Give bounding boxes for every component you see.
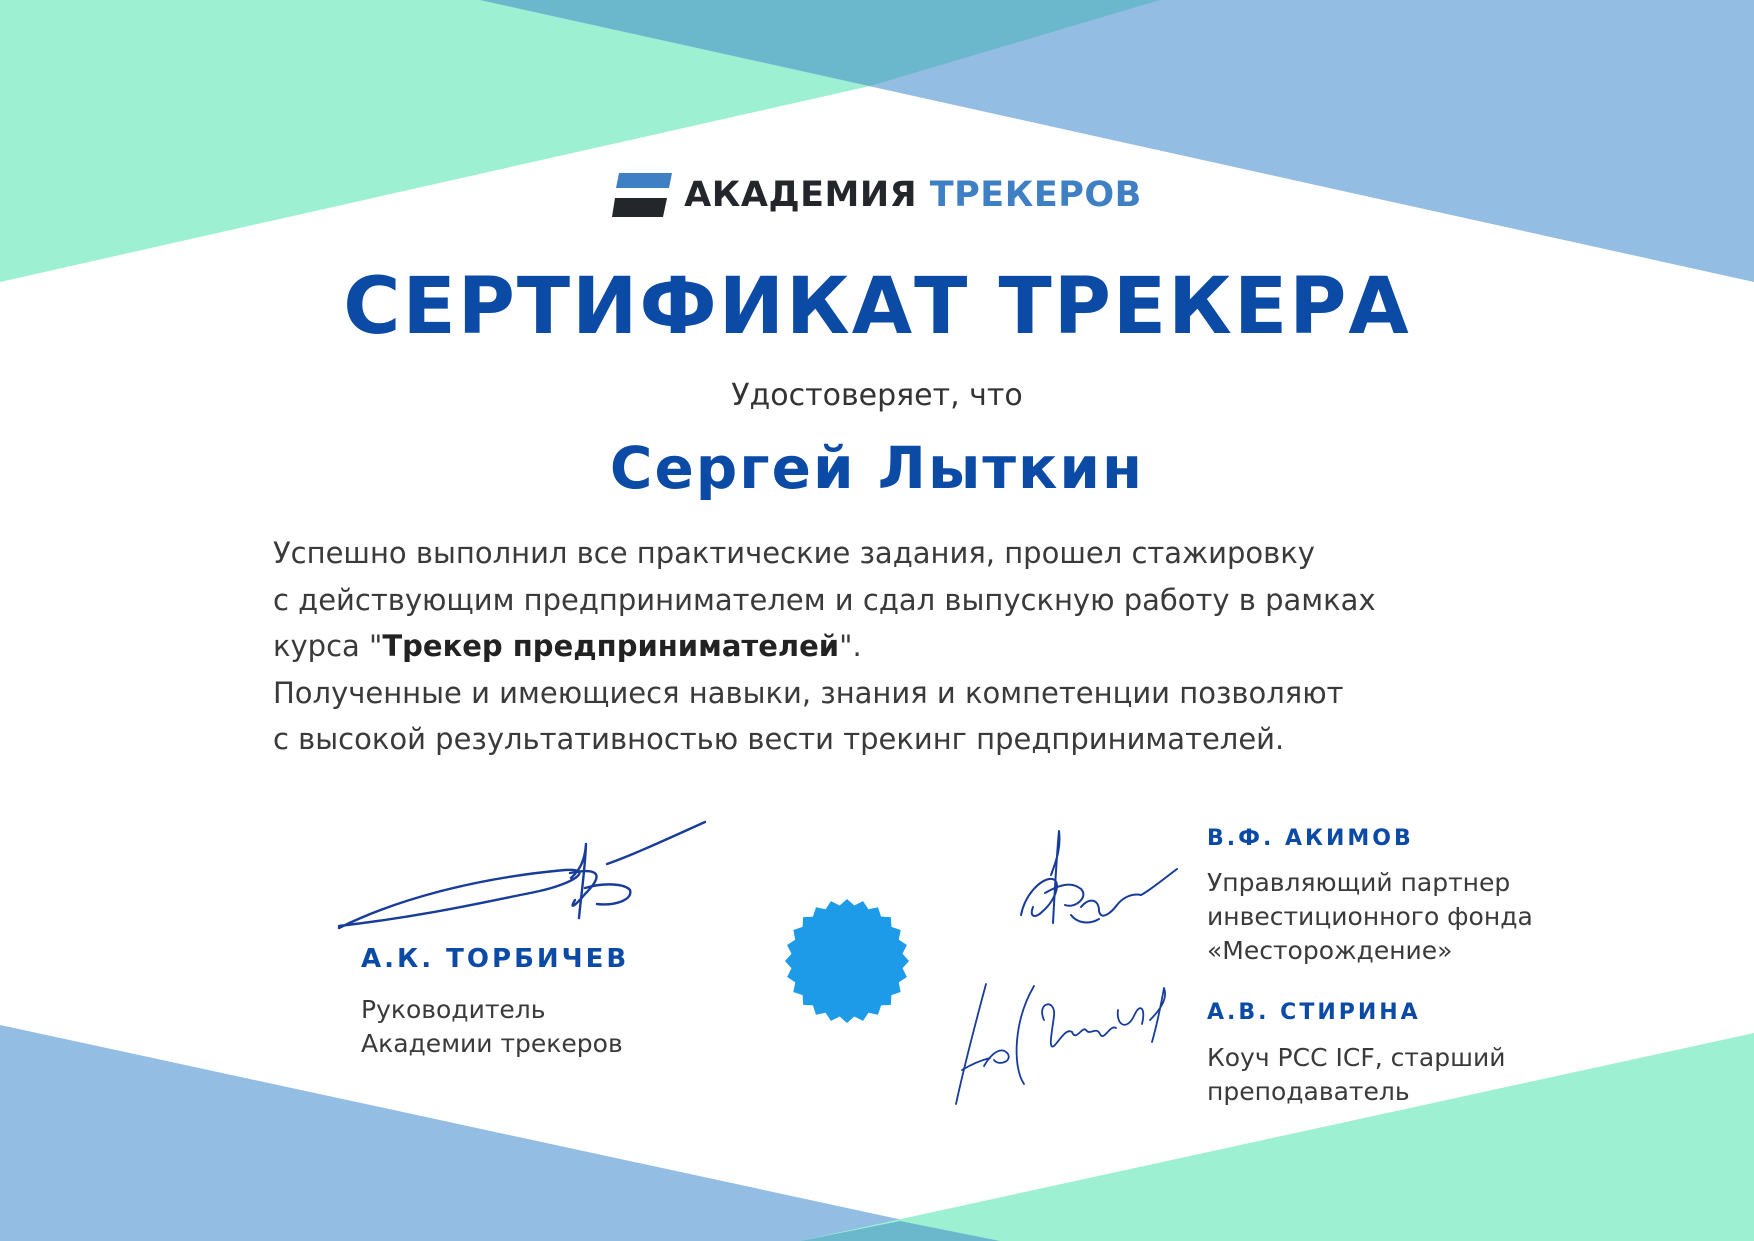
body-line: Успешно выполнил все практические задания, прошел стажировку: [273, 536, 1315, 570]
logo-word-trackers: ТРЕКЕРОВ: [929, 175, 1142, 215]
body-course-suffix: ".: [839, 629, 862, 663]
signatory-role-stirina: [1207, 1041, 1505, 1109]
signatory-name-akimov: В.Ф. АКИМОВ: [1207, 826, 1414, 851]
academy-logo: [0, 172, 1754, 218]
signature-akimov: [1015, 825, 1185, 940]
body-line-course: [273, 623, 1593, 670]
logo-word-academy: АКАДЕМИЯ: [684, 175, 918, 215]
signatory-name-stirina: А.В. СТИРИНА: [1207, 1000, 1421, 1025]
role-line: «Месторождение»: [1207, 936, 1453, 965]
role-line: инвестиционного фонда: [1207, 902, 1533, 931]
body-line: с высокой результативностью вести трекинг предпринимателей.: [273, 722, 1285, 756]
signature-stirina: [950, 980, 1175, 1110]
signatory-role-torbichev: [361, 993, 623, 1061]
seal-icon: [784, 898, 910, 1024]
recipient-name: Сергей Лыткин: [609, 434, 1145, 502]
body-line: с действующим предпринимателем и сдал выпускную работу в рамках: [273, 582, 1376, 617]
role-line: Коуч PCC ICF, старший: [1207, 1043, 1506, 1072]
certificate-body: [273, 530, 1593, 763]
certifies-text: Удостоверяет, что: [731, 378, 1023, 413]
role-line: Академии трекеров: [361, 1029, 623, 1058]
role-line: преподаватель: [1207, 1077, 1410, 1106]
signature-torbichev: [335, 800, 715, 935]
certificate-title: СЕРТИФИКАТ ТРЕКЕРА: [343, 262, 1411, 352]
course-name: Трекер предпринимателей: [382, 629, 840, 663]
logo-text: [684, 175, 1142, 215]
body-course-prefix: курса ": [273, 629, 383, 663]
signatory-role-akimov: [1207, 866, 1533, 968]
role-line: Руководитель: [361, 995, 546, 1024]
signatory-name-torbichev: А.К. ТОРБИЧЕВ: [361, 944, 630, 974]
stripes-logo-icon: [612, 173, 672, 217]
body-line: Полученные и имеющиеся навыки, знания и компетенции позволяют: [273, 675, 1344, 710]
role-line: Управляющий партнер: [1207, 868, 1511, 897]
